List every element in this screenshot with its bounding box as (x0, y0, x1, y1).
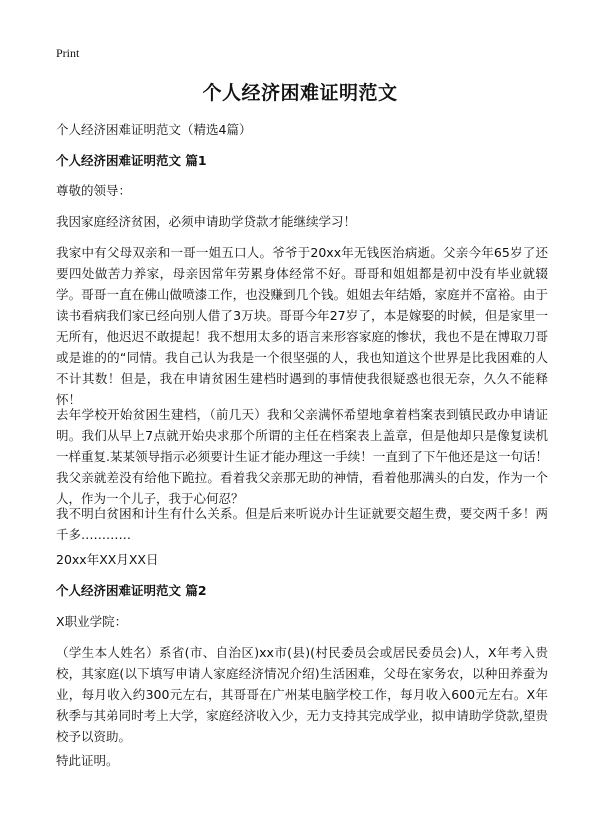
document-title: 个人经济困难证明范文 (202, 82, 398, 104)
section-1-date: 20xx年XX月XX日 (56, 552, 159, 567)
document-subtitle: 个人经济困难证明范文（精选4篇） (56, 122, 252, 137)
section-1-heading: 个人经济困难证明范文 篇1 (56, 153, 207, 168)
section-1-paragraph-1: 我家中有父母双亲和一哥一姐五口人。爷爷于20xx年无钱医治病逝。父亲今年65岁了还要四处做苦力养家，母亲因常年劳累身体经常不好。哥哥和姐姐都是初中没有毕业就辍学。哥哥一直在佛山做喷漆工作，也没赚到几个钱。姐姐去年结婚，家庭并不富裕。由于读书看病我们家已经向别人借了3万块。哥哥今年27岁了，本是嫁娶的时候，但是家里一无所有，他迟迟不敢提起！我不想用太多的语言来形容家庭的惨状，我也不是在博取刀哥或是谁的的“同情。我自己认为我是一个很坚强的人，我也知道这个世界是比我困难的人不计其数！但是，我在申请贫困生建档时遇到的事情使我很疑惑也很无奈，久久不能释怀！ (56, 245, 548, 407)
section-2-closing: 特此证明。 (56, 753, 119, 768)
section-1-paragraph-2: 去年学校开始贫困生建档，（前几天）我和父亲满怀希望地拿着档案表到镇民政办申请证明。我们从早上7点就开始央求那个所谓的主任在档案表上盖章，但是他却只是像复读机一样重复.某某领导指示必须要计生证才能办理这一手续！一直到了下午他还是这一句话！我父亲就差没有给他下跪拉。看着我父亲那无助的神情，看着他那满头的白发，作为一个人，作为一个儿子，我于心何忍？ (56, 407, 548, 506)
section-1-paragraph-3: 我不明白贫困和计生有什么关系。但是后来听说办计生证就要交超生费，要交两千多！两千多………… (56, 506, 548, 542)
section-1-salutation: 尊敬的领导： (56, 183, 132, 198)
section-1-intro: 我因家庭经济贫困，必须申请助学贷款才能继续学习！ (56, 214, 357, 229)
section-2-salutation: X职业学院： (56, 614, 128, 629)
print-link[interactable]: Print (56, 46, 80, 60)
section-2-heading: 个人经济困难证明范文 篇2 (56, 583, 207, 598)
section-2-paragraph-1: （学生本人姓名）系省(市、自治区)xx市(县)(村民委员会或居民委员会)人，X年考入贵校，其家庭(以下填写申请人家庭经济情况介绍)生活困难，父母在家务农，以种田养蚕为业，每月收入约300元左右，其哥哥在广州某电脑学校工作，每月收入600元左右。X年秋季与其弟同时考上大学，家庭经济收入少，无力支持其完成学业，拟申请助学贷款,望贵校予以资助。 (56, 645, 548, 744)
